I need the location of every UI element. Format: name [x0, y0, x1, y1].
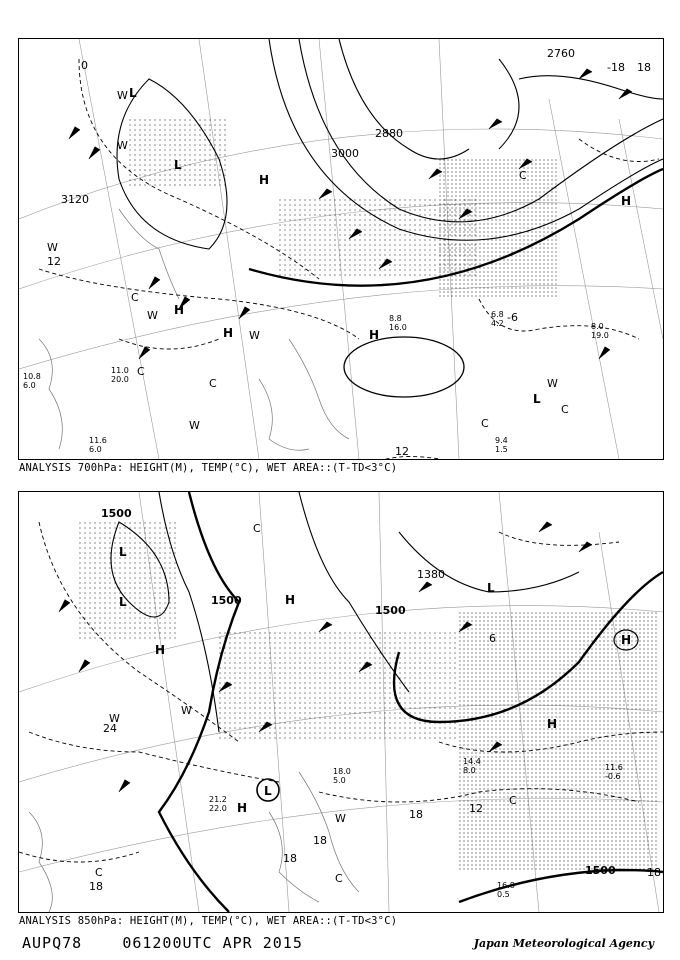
temp-label: 18	[283, 852, 297, 865]
cold-center: C	[481, 417, 489, 430]
low-center: L	[129, 86, 137, 100]
temp-label: 18	[89, 880, 103, 893]
height-label: 1500	[101, 507, 132, 520]
cold-center: C	[519, 169, 527, 182]
station-dewpoint: -0.6	[605, 772, 621, 781]
agency-name: Japan Meteorological Agency	[473, 937, 654, 950]
high-center: H	[621, 633, 632, 647]
station-temp: 16.8	[497, 881, 515, 890]
temp-label: 18	[637, 61, 651, 74]
cold-center: C	[335, 872, 343, 885]
station-dewpoint: 20.0	[111, 375, 129, 384]
height-label: 3000	[331, 147, 359, 160]
cold-center: C	[137, 365, 145, 378]
high-center: H	[237, 801, 248, 815]
high-center: H	[369, 328, 380, 342]
station-temp: 11.6	[89, 436, 107, 445]
high-contour	[344, 337, 464, 397]
station-dewpoint: 6.0	[23, 381, 36, 390]
map-700hpa-canvas	[19, 39, 663, 459]
station-temp: 11.0	[111, 366, 129, 375]
cold-center: C	[561, 403, 569, 416]
station-temp: 18.0	[333, 767, 351, 776]
height-label: 3120	[61, 193, 89, 206]
low-center: L	[487, 581, 495, 595]
station-temp: 21.2	[209, 795, 227, 804]
station-temp: 6.8	[491, 310, 504, 319]
station-dewpoint: 22.0	[209, 804, 227, 813]
high-center: H	[223, 326, 234, 340]
station-temp: 8.8	[389, 314, 402, 323]
station-dewpoint: 8.0	[463, 766, 476, 775]
map-700hpa	[18, 38, 664, 460]
temp-label: 24	[103, 722, 117, 735]
cold-center: C	[95, 866, 103, 879]
high-center: H	[547, 717, 558, 731]
wet-area-east	[459, 612, 659, 872]
temp-label: 18	[313, 834, 327, 847]
cold-center: C	[131, 291, 139, 304]
warm-center: W	[189, 419, 200, 432]
station-temp: 10.8	[23, 372, 41, 381]
high-center: H	[621, 194, 632, 208]
station-temp: 11.6	[605, 763, 623, 772]
temp-label: 0	[81, 59, 88, 72]
low-center: L	[174, 158, 182, 172]
wet-area-west	[79, 522, 179, 642]
warm-center: W	[117, 89, 128, 102]
warm-center: W	[109, 712, 120, 725]
height-label: 1500	[375, 604, 406, 617]
coastline	[29, 772, 359, 912]
station-temp: 9.4	[495, 436, 508, 445]
wet-area-center	[219, 632, 459, 742]
warm-center: W	[47, 241, 58, 254]
station-dewpoint: 4.2	[491, 319, 504, 328]
station-dewpoint: 16.0	[389, 323, 407, 332]
low-center: L	[264, 784, 272, 798]
station-plots	[23, 310, 609, 454]
height-label: 1500	[585, 864, 616, 877]
station-dewpoint: 0.5	[497, 890, 510, 899]
cold-center: C	[209, 377, 217, 390]
temp-label: 12	[47, 255, 61, 268]
temp-label: -18	[607, 61, 625, 74]
product-header	[22, 934, 303, 952]
warm-center: W	[547, 377, 558, 390]
warm-center: W	[181, 704, 192, 717]
caption-850hpa: ANALYSIS 850hPa: HEIGHT(M), TEMP(°C), WET AREA::(T-TD<3°C)	[19, 915, 398, 927]
temp-label: -6	[507, 311, 518, 324]
cold-center: C	[509, 794, 517, 807]
map-850hpa-canvas	[19, 492, 663, 912]
station-temp: 8.0	[591, 322, 604, 331]
station-dewpoint: 19.0	[591, 331, 609, 340]
temp-label: 18	[409, 808, 423, 821]
high-center: H	[259, 173, 270, 187]
map-850hpa	[18, 491, 664, 913]
warm-center: W	[335, 812, 346, 825]
station-dewpoint: 6.0	[89, 445, 102, 454]
low-center: L	[533, 392, 541, 406]
temp-label: 6	[489, 632, 496, 645]
warm-center: W	[147, 309, 158, 322]
height-label: 2760	[547, 47, 575, 60]
cold-center: C	[253, 522, 261, 535]
warm-center: W	[249, 329, 260, 342]
low-center: L	[119, 595, 127, 609]
station-dewpoint: 5.0	[333, 776, 346, 785]
high-center: H	[285, 593, 296, 607]
product-id: AUPQ78	[22, 934, 83, 952]
temp-label: 18	[647, 866, 661, 879]
height-label: 1500	[211, 594, 242, 607]
valid-time: 061200UTC APR 2015	[122, 934, 303, 952]
station-temp: 14.4	[463, 757, 481, 766]
wet-area-west	[129, 119, 229, 189]
height-label: 2880	[375, 127, 403, 140]
high-center: H	[174, 303, 185, 317]
temp-label: 12	[395, 445, 409, 458]
height-label: 1380	[417, 568, 445, 581]
caption-700hpa: ANALYSIS 700hPa: HEIGHT(M), TEMP(°C), WET AREA::(T-TD<3°C)	[19, 462, 398, 474]
station-dewpoint: 1.5	[495, 445, 508, 454]
temp-label: 12	[469, 802, 483, 815]
low-center: L	[119, 545, 127, 559]
warm-center: W	[117, 139, 128, 152]
high-center: H	[155, 643, 166, 657]
